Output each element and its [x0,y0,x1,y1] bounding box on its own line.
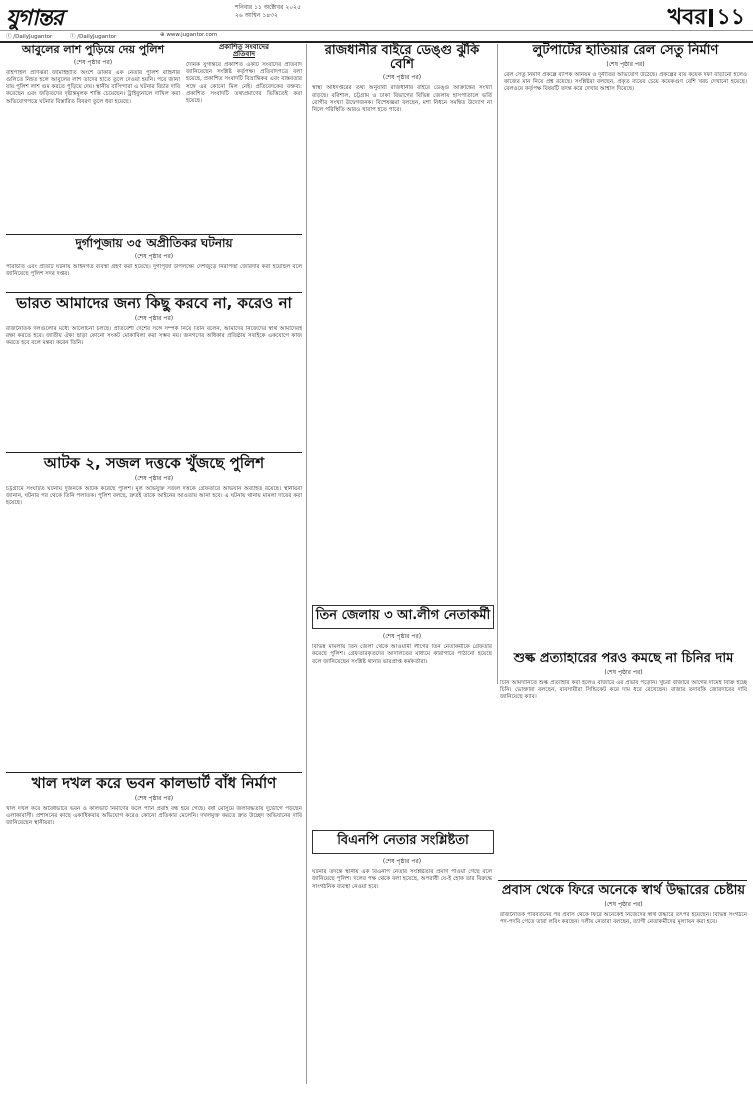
continued-note: (শেষ পৃষ্ঠার পর) [134,474,174,482]
article-body: রেল সেতু নির্মাণ প্রকল্পে ব্যাপক অনিয়ম ও দুর্নীতির অভিযোগ উঠেছে। প্রকল্পের ব্যয় কয়েক দফা বাড়ানো হলেও কাজের মান নিয়ে প্রশ্ন রয়েছে। সংশ্লিষ্টরা বলছেন, প্রকৃত ব্যয়ের চেয়ে কয়েকগুণ বেশি খরচ দেখানো হয়েছে। রেলওয়ে কর্তৃপক্ষ বিষয়টি তদন্ত করে দেখার আশ্বাস দিয়েছে। [504,71,747,93]
article-body: পরিচিতি এবং প্রতিটি ঘটনায় আইনগত ব্যবস্থা গ্রহণ করা হয়েছে। দুর্গাপূজা উপলক্ষ্যে দেশজুড়ে নিরাপত্তা জোরদার করা হয়েছিল বলে জানিয়েছে পুলিশ সদর দপ্তর। [6,263,302,277]
headline: আটক ২, সজল দত্তকে খুঁজছে পুলিশ [43,454,265,472]
masthead [0,0,753,30]
article-body: খাল দখল করে অবৈধভাবে ভবন ও কালভার্ট নির্মাণের ফলে পানি প্রবাহ বন্ধ হয়ে গেছে। বর্ষা মৌসুমে জলাবদ্ধতায় দুর্ভোগে পড়ছেন এলাকাবাসী। প্রশাসনের কাছে একাধিকবার অভিযোগ করেও কোনো প্রতিকার মেলেনি। দখলমুক্ত করতে দ্রুত উচ্ছেদ অভিযানের দাবি জানিয়েছেন স্থানীয়রা। [6,805,302,827]
article-awamileague [312,630,492,834]
logo: যুগান্তর [6,5,63,31]
divider [6,772,302,773]
kicker-2: প্রতিবাদ [232,50,256,59]
article-body: রাজনৈতিক দলগুলোর মধ্যে আলোচনা চলছে। প্রতিবেশী দেশের সঙ্গে সম্পর্ক নিয়ে তিনি বলেন, আমাদের নিজেদের স্বার্থ আমাদেরই রক্ষা করতে হবে। জাতীয় ঐক্য ছাড়া কোনো সংকট মোকাবিলা করা সম্ভব নয়। জনগণের অধিকার প্রতিষ্ঠায় সবাইকে একযোগে কাজ করতে হবে বলে মন্তব্য করেন তিনি। [6,325,302,347]
continued-note: (শেষ পৃষ্ঠার পর) [73,58,113,66]
article-bnp [312,855,492,1089]
continued-note: (শেষ পৃষ্ঠার পর) [382,74,422,82]
section-name: খবর [667,5,707,30]
divider [6,292,302,293]
article-body: স্বাস্থ্য অধিদপ্তরের তথ্য অনুযায়ী রাজধানীর বাইরে ডেঙ্গু আক্রান্তের সংখ্যা বাড়ছে। বরিশাল, চট্টগ্রাম ও ঢাকা বিভাগের বিভিন্ন জেলায় হাসপাতালে ভর্তি রোগীর সংখ্যা উদ্বেগজনক। বিশেষজ্ঞরা বলছেন, মশা নিধনে সমন্বিত উদ্যোগ না নিলে পরিস্থিতি আরও খারাপ হতে পারে। [312,85,492,114]
headline-box [312,830,494,854]
continued-note: (শেষ পৃষ্ঠার পর) [382,858,422,865]
section-divider [709,9,713,27]
social-bar [0,30,753,43]
article-body: বাইপাইল প্রাণঝরা জামাইহাতি অংশে ডাকার এক নেতার পুলিশ বাহিনীর গুলিতে নিহত হলে আবুলের লাশ তাদের হাতে তুলে দেওয়া হয়নি। পরে জানা যায় পুলিশ লাশ গুম করতে পুড়িয়ে দেয়। স্থানীয় বাসিন্দারা এ ঘটনার বিচার দাবি করেছেন এবং জড়িতদের দৃষ্টান্তমূলক শাস্তি চেয়েছেন। ট্রাইব্যুনালে দাখিল করা অভিযোগপত্রে ঘটনার বিস্তারিত বিবরণ তুলে ধরা হয়েছে। [6,69,180,105]
divider [498,880,747,881]
column-rule [497,44,498,684]
article-expatriates [500,884,747,1092]
kicker: প্রকাশিত সংবাদের [219,43,269,51]
headline: প্রবাস থেকে ফিরে অনেকে স্বার্থ উদ্ধারের চেষ্টায় [501,883,746,898]
headline: তিন জেলায় ৩ আ.লীগ নেতাকর্মী [315,608,491,623]
article-sugar [500,652,747,890]
headline: রাজধানীর বাইরে ডেঙ্গু ঝুঁকি বেশি [324,43,480,72]
page-number: ১১ [716,5,745,30]
column-rule [306,44,307,1084]
divider [6,234,302,235]
headline: লুটপাটের হাতিয়ার রেল সেতু নির্মাণ [532,43,719,58]
article-body: চিনি আমদানিতে শুল্ক প্রত্যাহার করা হলেও বাজারে এর প্রভাব পড়েনি। খুচরা বাজারে আগের দামেই বিক্রি হচ্ছে চিনি। ভোক্তারা বলছেন, ব্যবসায়ীরা সিন্ডিকেট করে দাম ধরে রেখেছেন। বাজার তদারকি জোরদারের দাবি জানিয়েছে ক্যাব। [500,679,747,701]
date-line-1: শনিবার ১১ অক্টোবর ২০২৫ [235,4,301,11]
article-rail-bridge [504,44,747,642]
headline: ভারত আমাদের জন্য কিছু করবে না, করেও না [16,294,292,312]
article-body: ঘটনার তদন্তে স্থানীয় এক বিএনপি নেতার সংশ্লিষ্টতার প্রমাণ পাওয়া গেছে বলে জানিয়েছে পুলিশ। দলের পক্ষ থেকে বলা হয়েছে, অপরাধী যে-ই হোক তার বিরুদ্ধে সাংগঠনিক ব্যবস্থা নেওয়া হবে। [312,869,492,890]
divider [6,452,302,453]
continued-note: (শেষ পৃষ্ঠার পর) [134,252,174,260]
article-abul [6,44,180,252]
twitter-link[interactable]: ⓣ /DailyJugantor [70,34,117,40]
headline: বিএনপি নেতার সংশ্লিষ্টতা [337,833,469,848]
article-protest [186,44,302,242]
article-body: বিভিন্ন মামলায় তিন জেলা থেকে আওয়ামী লীগের তিন নেতাকর্মীকে গ্রেফতার করেছে পুলিশ। গ্রেফতারকৃতদের আদালতের মাধ্যমে কারাগারে পাঠানো হয়েছে বলে জানিয়েছেন সংশ্লিষ্ট থানার ভারপ্রাপ্ত কর্মকর্তারা। [312,644,492,665]
headline-box [312,605,494,629]
continued-note: (শেষ পৃষ্ঠার পর) [606,60,645,68]
website-link[interactable]: ⊕ www.jugantor.com [160,32,218,38]
continued-note: (শেষ পৃষ্ঠার পর) [382,633,422,640]
dateline [235,4,301,20]
facebook-link[interactable]: ⓕ /DailyJugantor [6,34,53,40]
headline: আবুলের লাশ পুড়িয়ে দেয় পুলিশ [21,43,165,56]
continued-note: (শেষ পৃষ্ঠার পর) [604,668,643,676]
article-body: রাজনৈতিক পরিবর্তনের পর প্রবাস থেকে ফিরে অনেকেই নিজেদের স্বার্থ উদ্ধারে তৎপর হয়েছেন। বিভিন্ন সংগঠনে পদ-পদবি পেতে তারা লবিং করছেন। দলীয় নেতারা বলছেন, ত্যাগী নেতাকর্মীদের মূল্যায়ন করা হবে। [500,911,747,925]
article-canal [6,776,302,1094]
article-body: চট্টগ্রামে সংঘটিত ঘটনায় দুজনকে আটক করেছে পুলিশ। মূল অভিযুক্ত সজল দত্তকে গ্রেফতারে অভিযান অব্যাহত রয়েছে। স্থানীয়রা জানান, ঘটনার পর থেকে তিনি পলাতক। পুলিশ বলছে, দ্রুতই তাকে আইনের আওতায় আনা হবে। এ ঘটনায় থানায় মামলা দায়ের করা হয়েছে। [6,485,302,507]
article-body: দৈনিক যুগান্তরে প্রকাশিত একটি সংবাদের প্রতিবাদ জানিয়েছেন সংশ্লিষ্ট কর্তৃপক্ষ। প্রতিবাদপত্রে বলা হয়েছে, প্রকাশিত সংবাদটি বিভ্রান্তিকর এবং বাস্তবতার সঙ্গে এর কোনো মিল নেই। প্রতিবেদকের বক্তব্য: প্রকাশিত সংবাদটি তথ্যপ্রমাণের ভিত্তিতেই করা হয়েছে। [186,61,302,105]
article-dengue [312,44,492,625]
article-arrest [6,456,302,790]
continued-note: (শেষ পৃষ্ঠার পর) [134,794,174,802]
article-durgapuja [6,237,302,300]
headline: শুল্ক প্রত্যাহারের পরও কমছে না চিনির দাম [513,651,734,666]
continued-note: (শেষ পৃষ্ঠার পর) [134,314,174,322]
article-india [6,296,302,454]
date-line-2: ২৬ আশ্বিন ১৪৩২ [235,12,278,19]
continued-note: (শেষ পৃষ্ঠার পর) [604,900,643,908]
headline: দুর্গাপূজায় ৩৫ অপ্রীতিকর ঘটনায় [75,236,233,250]
headline: খাল দখল করে ভবন কালভার্ট বাঁধ নির্মাণ [31,774,277,792]
